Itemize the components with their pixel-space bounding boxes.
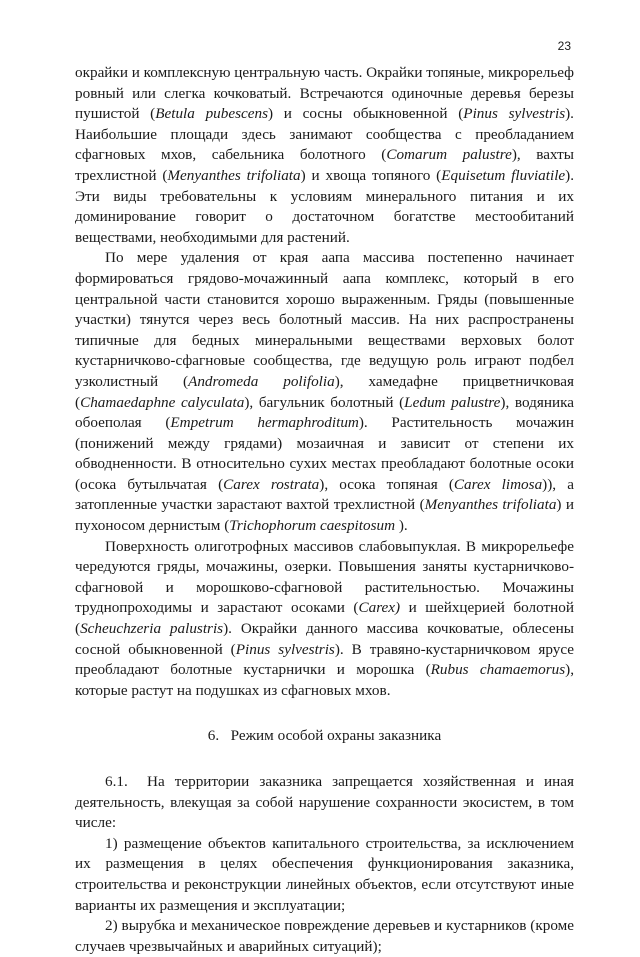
paragraph-mire-margins: окрайки и комплексную центральную часть. Окрайки топяные, микрорельеф ровный или слегка кочковатый. Встречаются одиночные деревья березы пушистой (Betula pubescens) и сосны обыкновенной (Pinus sylvestris). Наибольшие площади здесь занимают сообщества с преобладанием сфагновых мхов, сабельника болотного (Comarum palustre), вахты трехлистной (Menyanthes trifoliata) и хвоща топяного (Equisetum fluviatile). Эти виды требовательны к условиям минерального питания и их доминирование говорит о достаточном богатстве местообитаний веществами, необходимыми для растений. [75,64,575,246]
section-heading: 6. Режим особой охраны заказника [207,727,442,745]
document-body [75,63,574,957]
list-item: 2) вырубка и механическое повреждение деревьев и кустарников (кроме случаев чрезвычайных и аварийных ситуаций); [75,917,574,955]
paragraph-ridge-hollow-complex: По мере удаления от края аапа массива постепенно начинает формироваться грядово-мочажинный аапа комплекс, который в его центральной части становится хорошо выраженным. Гряды (повышенные участки) тянутся через весь болотный массив. На них распространены типичные для бедных минеральными веществами верховых болот кустарничково-сфагновые сообщества, где ведущую роль играют подбел узколистный (Andromeda polifolia), хамедафне прицветничковая (Chamaedaphne calyculata), багульник болотный (Ledum palustre), водяника обоеполая (Empetrum hermaphroditum). Растительность мочажин (понижений между грядами) мозаичная и зависит от степени их обводненности. В относительно сухих местах преобладают болотные осоки (осока бутыльчатая (Carex rostrata), осока топяная (Carex limosa)), а затопленные участки зарастают вахтой трехлистной (Menyanthes trifoliata) и пухоносом дернистым (Trichophorum caespitosum ). [75,249,575,535]
clause-6-1 [75,772,574,834]
paragraph-oligotrophic-massifs: Поверхность олиготрофных массивов слабовыпуклая. В микрорельефе чередуются гряды, мочажины, озерки. Повышения заняты кустарничково-сфагновой и морошково-сфагновой растительностью. Мочажины труднопроходимы и зарастают осоками (Carex) и шейхцерией болотной (Scheuchzeria palustris). Окрайки данного массива кочковатые, облесены сосной обыкновенной (Pinus sylvestris). В травяно-кустарничковом ярусе преобладают болотные кустарнички и морошка (Rubus chamaemorus), которые растут на подушках из сфагновых мхов. [75,537,574,699]
clause-text: На территории заказника запрещается хозяйственная и иная деятельность, влекущая за собой нарушение сохранности экосистем, в том числе: [75,773,574,832]
clause-number: 6.1. [105,773,128,790]
page-number: 23 [557,39,571,53]
list-item: 1) размещение объектов капитального строительства, за исключением их размещения в целях обеспечения функционирования заказника, строительства и реконструкции линейных объектов, если отсутствуют иные варианты их размещения и эксплуатации; [75,834,574,914]
